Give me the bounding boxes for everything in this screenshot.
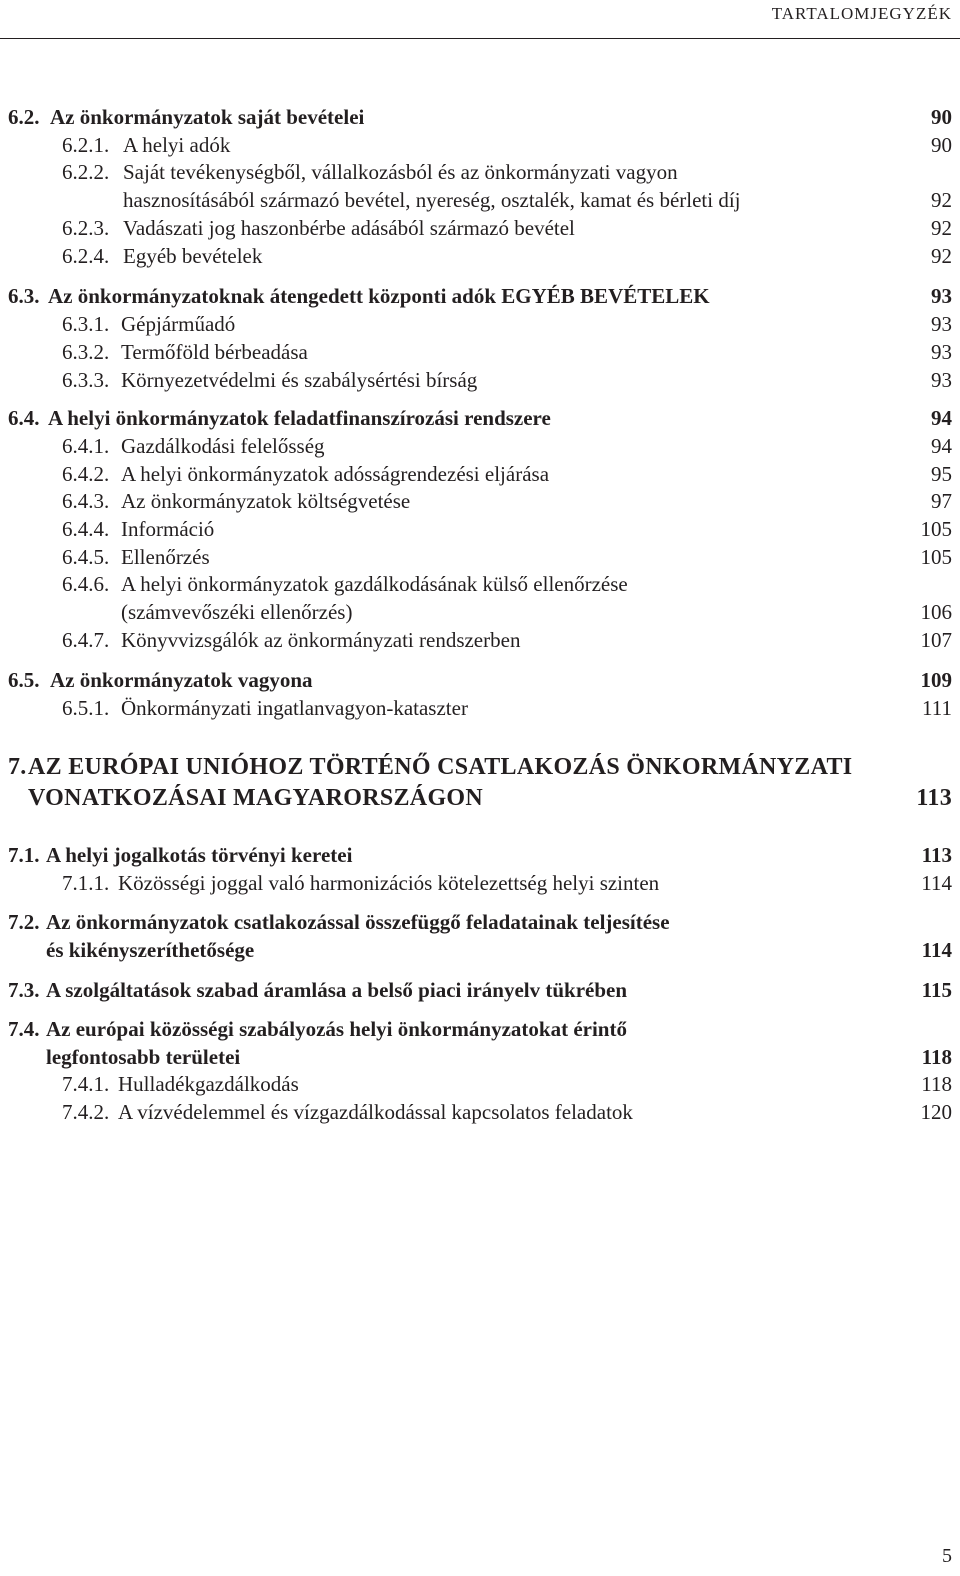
toc-number: 6.2.2. [62,160,110,184]
header-rule [0,38,960,39]
toc-page: 105 [920,517,952,541]
toc-page: 97 [931,489,952,513]
toc-title: Önkormányzati ingatlanvagyon-kataszter [121,696,468,720]
toc-title: A helyi jogalkotás törvényi keretei [46,843,353,867]
toc-page: 114 [921,871,952,895]
toc-title: Környezetvédelmi és szabálysértési bírság [121,368,478,392]
toc-number: 6.4.7. [62,628,110,652]
toc-number: 6.5.1. [62,696,110,720]
toc-page: 93 [931,312,952,336]
toc-number: 7.2. [8,910,40,934]
toc-number: 6.3.1. [62,312,110,336]
toc-page: 90 [931,105,952,129]
toc-page: 114 [921,938,952,962]
toc-number: 6.4. [8,406,40,430]
toc-title: Információ [121,517,215,541]
running-head: TARTALOMJEGYZÉK [771,4,952,23]
toc-page: 106 [920,600,952,624]
toc-page: 120 [920,1100,952,1124]
toc-page: 113 [921,843,952,867]
toc-title: és kikényszeríthetősége [46,938,255,962]
toc-page: 111 [922,696,952,720]
toc-number: 6.2.4. [62,244,110,268]
toc-title: Közösségi joggal való harmonizációs kötelezettség helyi szinten [118,871,660,895]
toc-number: 7.3. [8,978,40,1002]
toc-page: 118 [921,1045,952,1069]
toc-title: A vízvédelemmel és vízgazdálkodással kapcsolatos feladatok [118,1100,633,1124]
toc-page: 113 [916,785,952,811]
toc-title: Saját tevékenységből, vállalkozásból és az önkormányzati vagyon [123,160,678,184]
toc-title: Ellenőrzés [121,545,210,569]
toc-title: Könyvvizsgálók az önkormányzati rendszerben [121,628,521,652]
toc-number: 6.2. [8,105,40,129]
toc-page: 95 [931,462,952,486]
toc-page: 107 [920,628,952,652]
toc-title: Hulladékgazdálkodás [118,1072,299,1096]
toc-title: A helyi önkormányzatok gazdálkodásának külső ellenőrzése [121,572,628,596]
toc-title: A helyi önkormányzatok adósságrendezési eljárása [121,462,550,486]
toc-title: Az önkormányzatok vagyona [50,668,313,692]
toc-title: AZ EURÓPAI UNIÓHOZ TÖRTÉNŐ CSATLAKOZÁS ÖNKORMÁNYZATI [28,754,853,780]
toc-number: 6.3.3. [62,368,110,392]
toc-page: 93 [931,284,952,308]
page-number: 5 [942,1545,952,1567]
toc-title: (számvevőszéki ellenőrzés) [121,600,353,624]
toc-number: 7.4. [8,1017,40,1041]
toc-title: Egyéb bevételek [123,244,263,268]
toc-title: legfontosabb területei [46,1045,241,1069]
toc-page: 93 [931,340,952,364]
toc-title: A helyi önkormányzatok feladatfinanszírozási rendszere [48,406,551,430]
toc-title: Az önkormányzatoknak átengedett központi adók EGYÉB BEVÉTELEK [48,284,710,308]
toc-number: 7.1. [8,843,40,867]
toc-page: 92 [931,244,952,268]
toc-number: 6.4.2. [62,462,110,486]
toc-number: 7.1.1. [62,871,110,895]
toc-page: 92 [931,188,952,212]
toc-title: Az önkormányzatok költségvetése [121,489,411,513]
toc-number: 6.4.6. [62,572,110,596]
toc-page: 90 [931,133,952,157]
toc-title: Az önkormányzatok saját bevételei [50,105,365,129]
toc-page: 94 [931,434,952,458]
toc-number: 6.2.1. [62,133,110,157]
toc-title: Termőföld bérbeadása [121,340,308,364]
toc-number: 7.4.2. [62,1100,110,1124]
toc-title: Az európai közösségi szabályozás helyi önkormányzatokat érintő [46,1017,627,1041]
toc-title: hasznosításából származó bevétel, nyereség, osztalék, kamat és bérleti díj [123,188,741,212]
toc-page: 93 [931,368,952,392]
toc-title: VONATKOZÁSAI MAGYARORSZÁGON [28,785,484,811]
toc-title: Vadászati jog haszonbérbe adásából származó bevétel [123,216,575,240]
toc-page: 115 [921,978,952,1002]
toc-title: Az önkormányzatok csatlakozással összefüggő feladatainak teljesítése [46,910,670,934]
toc-number: 6.4.1. [62,434,110,458]
toc-number: 7. [8,754,27,780]
toc-page: 92 [931,216,952,240]
toc-number: 6.3. [8,284,40,308]
toc-title: A szolgáltatások szabad áramlása a belső piaci irányelv tükrében [46,978,628,1002]
toc-page: 105 [920,545,952,569]
toc-number: 6.4.5. [62,545,110,569]
toc-number: 6.4.3. [62,489,110,513]
toc-number: 6.3.2. [62,340,110,364]
toc-page: 118 [921,1072,952,1096]
toc-number: 6.4.4. [62,517,110,541]
toc-number: 6.5. [8,668,40,692]
toc-title: Gazdálkodási felelősség [121,434,325,458]
toc-title: A helyi adók [123,133,231,157]
toc-number: 6.2.3. [62,216,110,240]
toc-page: 94 [931,406,952,430]
toc-number: 7.4.1. [62,1072,110,1096]
toc-page: 109 [920,668,952,692]
toc-title: Gépjárműadó [121,312,236,336]
